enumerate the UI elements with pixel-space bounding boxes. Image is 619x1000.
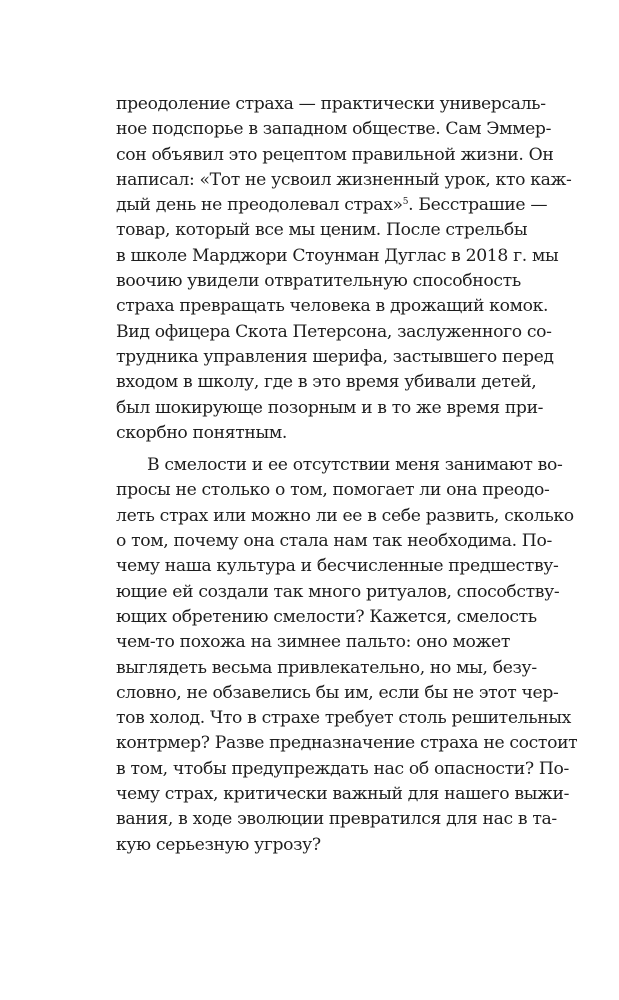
- text-line: в школе Марджори Стоунман Дуглас в 2018 г. мы: [116, 245, 559, 266]
- text-line: чему страх, критически важный для нашего выжи-: [116, 784, 570, 805]
- text-line: входом в школу, где в это время убивали детей,: [116, 372, 537, 393]
- text-line: вания, в ходе эволюции превратился для нас в та-: [116, 809, 557, 830]
- text-line: словно, не обзавелись бы им, если бы не этот чер-: [116, 682, 559, 703]
- text-line: трудника управления шерифа, застывшего перед: [116, 346, 554, 367]
- text-line: воочию увидели отвратительную способность: [116, 271, 521, 292]
- text-fragment: дый день не преодолевал страх»: [116, 195, 403, 216]
- text-line: выглядеть весьма привлекательно, но мы, безу-: [116, 657, 537, 678]
- text-line: контрмер? Разве предназначение страха не состоит: [116, 733, 578, 754]
- book-page-body: [116, 92, 578, 858]
- paragraph-spacer: [116, 446, 510, 453]
- text-line: был шокирующе позорным и в то же время при-: [116, 397, 544, 418]
- text-line: ющих обретению смелости? Кажется, смелость: [116, 606, 537, 627]
- text-line: ное подспорье в западном обществе. Сам Эммер-: [116, 119, 552, 140]
- text-line: в том, чтобы предупреждать нас об опасности? По-: [116, 758, 569, 779]
- paragraph: [116, 92, 572, 446]
- text-line: [116, 193, 548, 218]
- text-line: чему наша культура и бесчисленные предшеству-: [116, 556, 559, 577]
- text-line: о том, почему она стала нам так необходима. По-: [116, 531, 552, 552]
- text-line: Вид офицера Скота Петерсона, заслуженного со-: [116, 321, 552, 342]
- text-line: кую серьезную угрозу?: [116, 834, 321, 855]
- text-line: леть страх или можно ли ее в себе развить, сколько: [116, 505, 574, 526]
- text-line: написал: «Тот не усвоил жизненный урок, кто каж-: [116, 169, 572, 190]
- text-line: страха превращать человека в дрожащий комок.: [116, 296, 549, 317]
- text-line: тов холод. Что в страхе требует столь решительных: [116, 708, 572, 729]
- text-line: ющие ей создали так много ритуалов, способству-: [116, 581, 560, 602]
- text-line: товар, который все мы ценим. После стрельбы: [116, 220, 528, 241]
- text-line: сон объявил это рецептом правильной жизни. Он: [116, 144, 554, 165]
- text-fragment: . Бесстрашие —: [408, 195, 548, 216]
- paragraph: [116, 453, 578, 858]
- text-line: преодоление страха — практически универсаль-: [116, 94, 546, 114]
- text-line: В смелости и ее отсутствии меня занимают во-: [147, 455, 563, 476]
- footnote-reference: 5: [402, 197, 409, 208]
- text-line: просы не столько о том, помогает ли она преодо-: [116, 480, 550, 501]
- text-line: чем-то похожа на зимнее пальто: оно может: [116, 632, 510, 653]
- text-line: скорбно понятным.: [116, 422, 287, 443]
